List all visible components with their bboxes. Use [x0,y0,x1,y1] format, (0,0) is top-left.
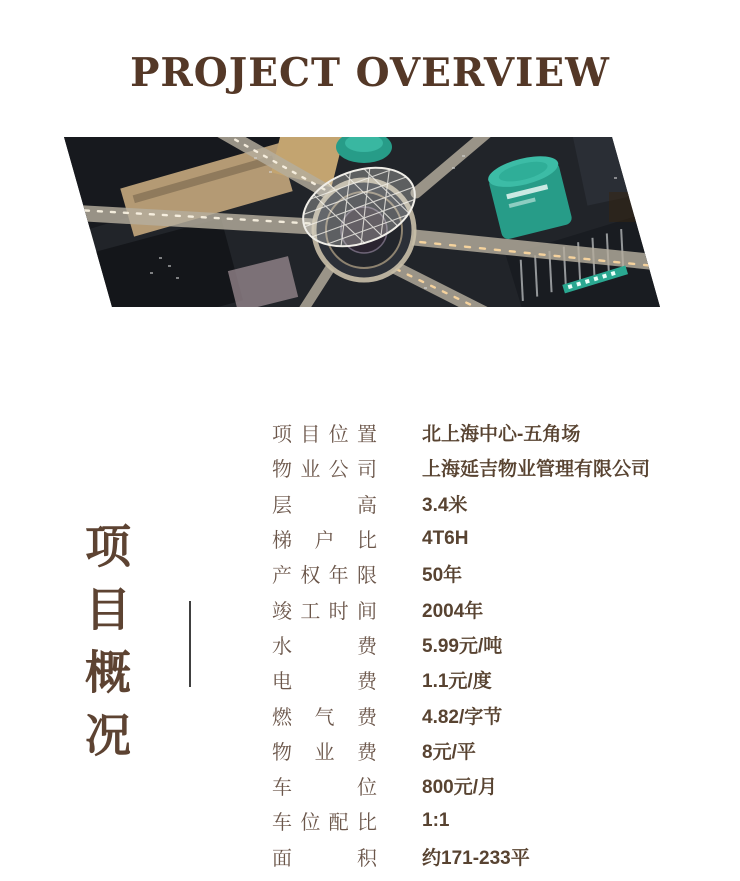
info-row-ownership-years [272,556,712,591]
info-label: 电费 [272,669,377,694]
info-value: 1:1 [422,809,450,831]
info-label: 产权年限 [272,563,377,588]
info-row-area [272,839,712,874]
info-label: 物业费 [272,739,377,764]
info-row-parking-ratio [272,803,712,838]
info-value: 4.82/字节 [422,706,503,728]
info-row-water-fee [272,627,712,662]
info-row-management-fee [272,733,712,768]
info-value: 800元/月 [422,777,497,799]
vertical-divider [189,601,191,687]
project-info-list [272,415,712,874]
info-value: 3.4米 [422,494,468,516]
info-value: 2004年 [422,600,484,622]
info-label: 面积 [272,845,377,870]
info-value: 5.99元/吨 [422,635,503,657]
info-row-completion-date [272,591,712,626]
info-label: 项目位置 [272,422,377,447]
info-row-elevator-ratio [272,521,712,556]
section-vertical-title: 项目概况 [78,522,132,774]
info-label: 车位配比 [272,810,377,835]
info-label: 层高 [272,492,377,517]
info-value: 1.1元/度 [422,671,492,693]
info-label: 梯户比 [272,528,377,553]
info-value: 北上海中心-五角场 [422,424,581,446]
info-label: 车位 [272,775,377,800]
info-label: 水费 [272,633,377,658]
info-row-floor-height [272,486,712,521]
aerial-photo [64,137,660,307]
info-label: 物业公司 [272,457,377,482]
info-value: 上海延吉物业管理有限公司 [422,459,651,481]
page-title: PROJECT OVERVIEW [130,50,610,96]
info-label: 燃气费 [272,704,377,729]
info-value: 4T6H [422,527,469,549]
info-row-electricity-fee [272,662,712,697]
info-value: 约171-233平 [422,847,530,869]
info-value: 8元/平 [422,741,476,763]
info-row-parking-price [272,768,712,803]
info-row-property-company [272,450,712,485]
info-row-gas-fee [272,697,712,732]
info-row-location [272,415,712,450]
aerial-photo-illustration [64,137,660,307]
info-value: 50年 [422,565,463,587]
info-label: 竣工时间 [272,598,377,623]
